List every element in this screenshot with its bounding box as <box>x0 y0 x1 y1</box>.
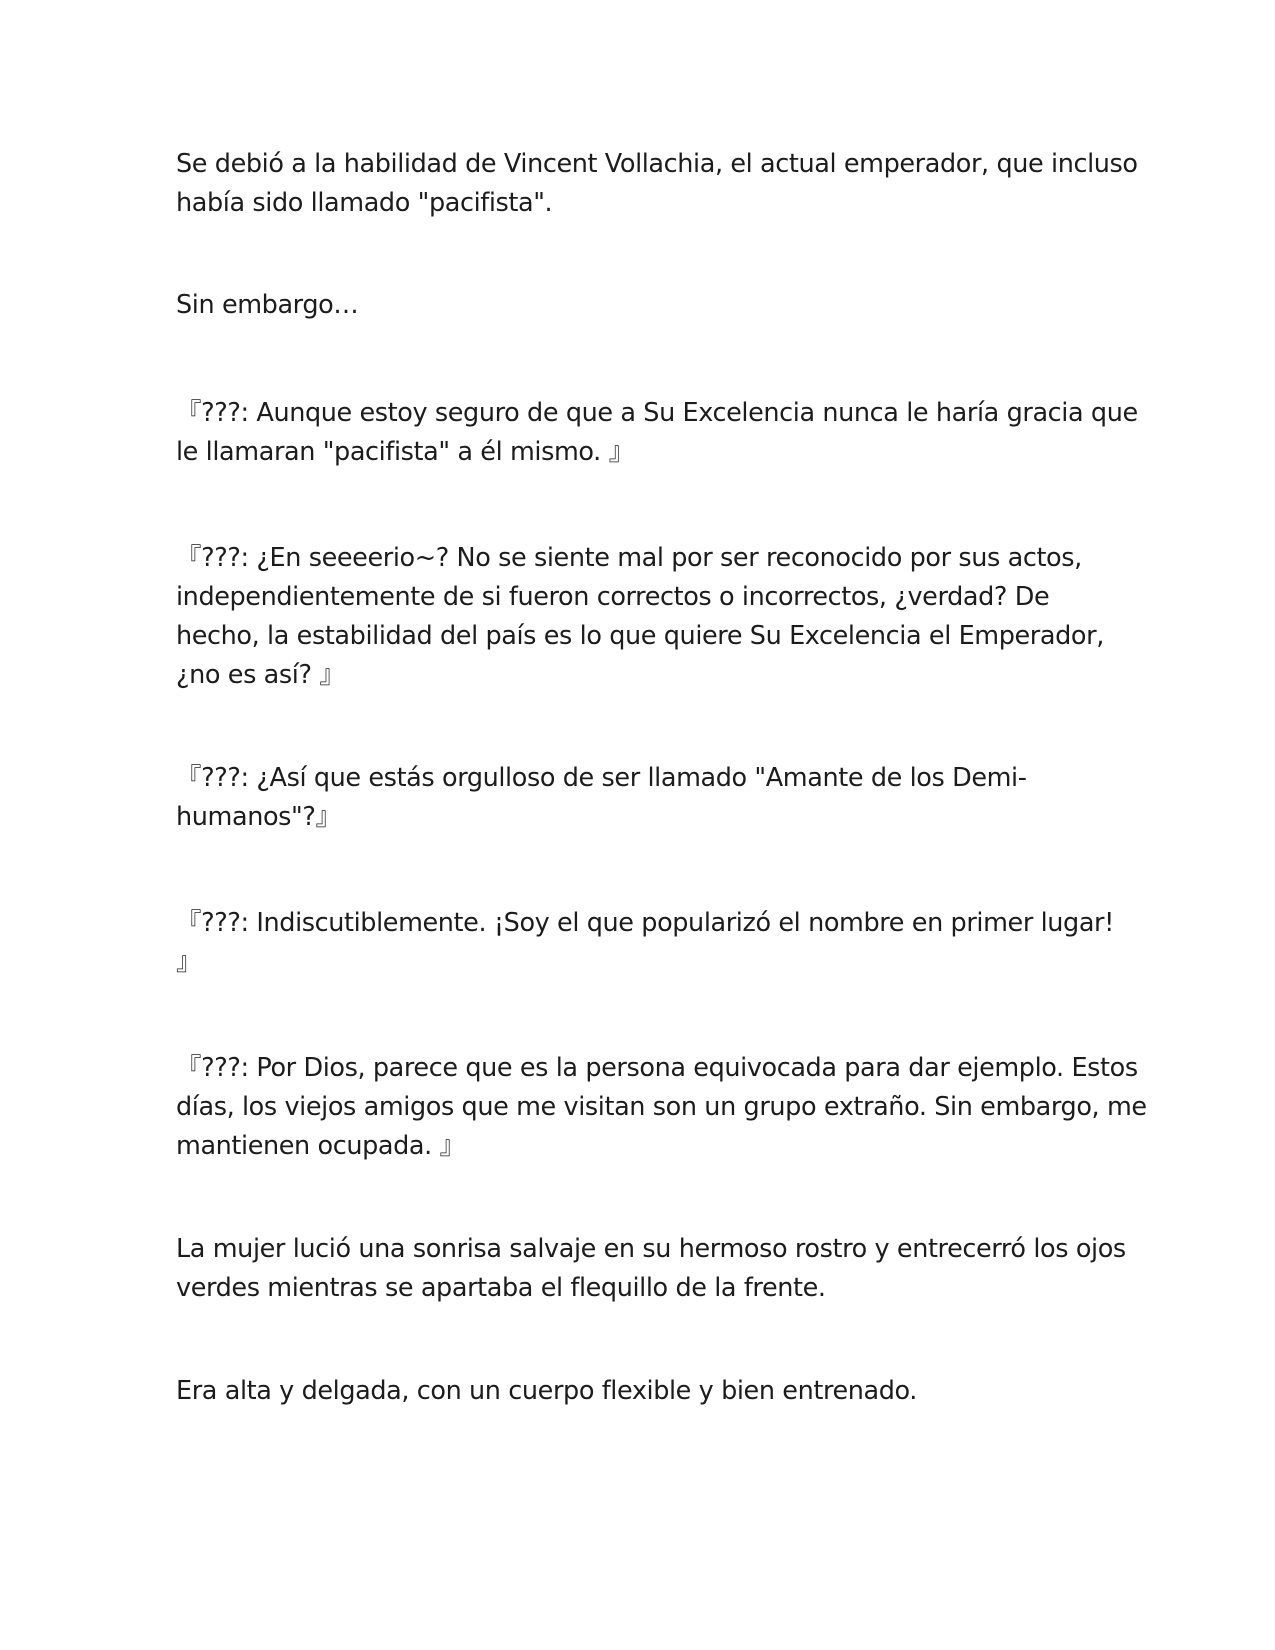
paragraph-narration-3 <box>176 1230 1126 1308</box>
text-line: Era alta y delgada, con un cuerpo flexible y bien entrenado. <box>176 1376 917 1406</box>
text-line: independientemente de si fueron correctos o incorrectos, ¿verdad? De <box>176 582 1050 612</box>
text-line: 『???: Indiscutiblemente. ¡Soy el que popularizó el nombre en primer lugar! <box>176 908 1114 938</box>
paragraph-narration-4 <box>176 1372 1116 1411</box>
paragraph-dialogue-4 <box>176 904 1116 982</box>
text-line: 『???: Por Dios, parece que es la persona equivocada para dar ejemplo. Estos <box>176 1053 1138 1083</box>
paragraph-narration-2 <box>176 286 1116 325</box>
text-line: ¿no es así? 』 <box>176 660 345 690</box>
paragraph-dialogue-5 <box>176 1049 1147 1166</box>
paragraph-dialogue-1 <box>176 394 1138 472</box>
text-line: humanos"?』 <box>176 802 341 832</box>
text-line: hecho, la estabilidad del país es lo que quiere Su Excelencia el Emperador, <box>176 621 1104 651</box>
text-line: Sin embargo… <box>176 290 359 320</box>
paragraph-narration-1 <box>176 145 1138 223</box>
paragraph-dialogue-2 <box>176 539 1116 695</box>
text-line: días, los viejos amigos que me visitan son un grupo extraño. Sin embargo, me <box>176 1092 1147 1122</box>
text-line: 『???: Aunque estoy seguro de que a Su Excelencia nunca le haría gracia que <box>176 398 1138 428</box>
paragraph-dialogue-3 <box>176 759 1116 837</box>
text-line: 』 <box>176 947 202 977</box>
text-line: 『???: ¿Así que estás orgulloso de ser llamado "Amante de los Demi- <box>176 763 1027 793</box>
text-line: mantienen ocupada. 』 <box>176 1131 465 1161</box>
text-line: había sido llamado "pacifista". <box>176 188 553 218</box>
text-line: verdes mientras se apartaba el flequillo de la frente. <box>176 1273 826 1303</box>
text-line: Se debió a la habilidad de Vincent Vollachia, el actual emperador, que incluso <box>176 149 1138 179</box>
text-line: 『???: ¿En seeeerio~? No se siente mal por ser reconocido por sus actos, <box>176 543 1082 573</box>
text-line: La mujer lució una sonrisa salvaje en su hermoso rostro y entrecerró los ojos <box>176 1234 1126 1264</box>
text-line: le llamaran "pacifista" a él mismo. 』 <box>176 437 634 467</box>
